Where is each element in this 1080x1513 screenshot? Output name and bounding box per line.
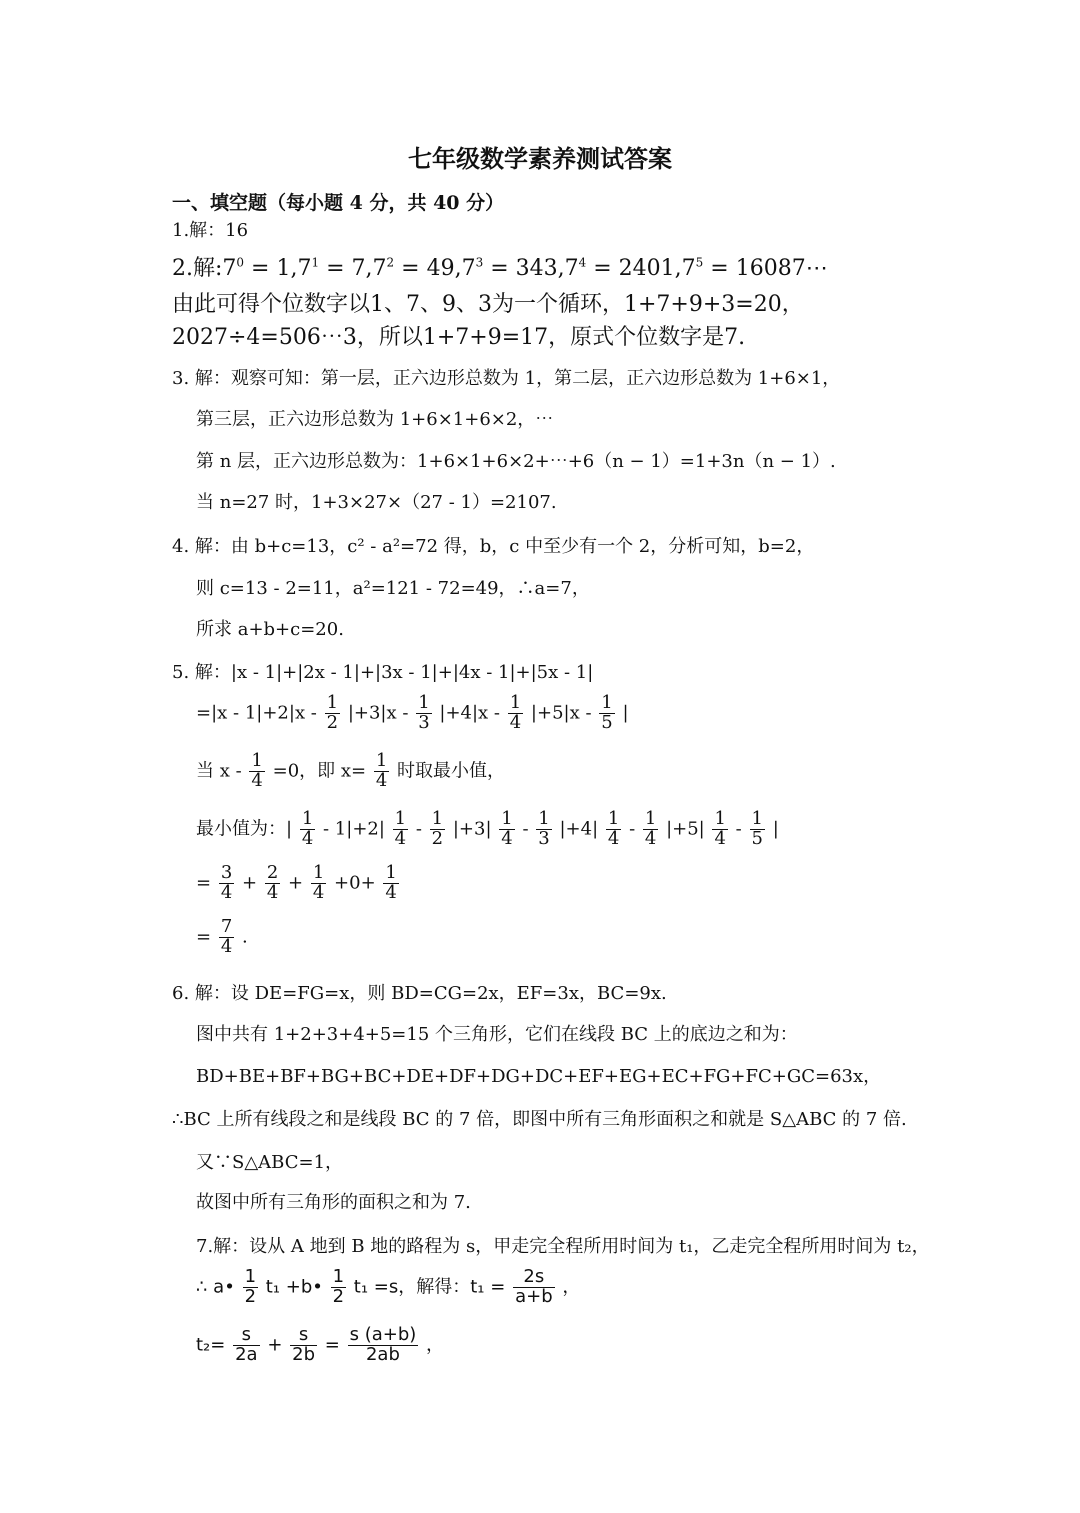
q5-line4-seg: |+5| [666,818,705,840]
q3-line3: 第 n 层，正六边形总数为：1+6×1+6×2+⋯+6（n − 1）=1+3n（n − 1）. [196,451,836,472]
q4-line1: 4. 解：由 b+c=13，c² - a²=72 得，b，c 中至少有一个 2，分析可知，b=2， [172,536,815,557]
fraction: $\frac{1}{4}$ [509,692,522,733]
q2-line1-prefix: 2.解:7 [172,256,237,281]
q2-line1-tail: ⋯ [805,256,828,281]
q3-line2: 第三层，正六边形总数为 1+6×1+6×2，⋯ [196,409,554,430]
q4-line3: 所求 a+b+c=20. [196,619,344,640]
fraction: $\frac{1}{4}$ [394,808,407,849]
q6-line4: ∴BC 上所有线段之和是线段 BC 的 7 倍，即图中所有三角形面积之和就是 S△ABC 的 7 倍. [172,1109,907,1130]
q5-line2-seg2: |+3|x - [347,702,409,724]
q6-line6: 故图中所有三角形的面积之和为 7. [196,1192,471,1213]
q2-line1: 2.解$:7^0 = 1,7^1 = 7,7^2 = 49,7^3 = 343,7^4 = 2401,7^5$ = 16087⋯ [172,255,828,281]
fraction: $\frac{1}{5}$ [601,692,613,733]
q5-line2-seg3: |+4|x - [439,702,500,724]
plus-zero: +0+ [334,872,376,894]
fraction: $\frac{1}{2}$ [431,808,444,849]
fraction: $\frac{1}{4}$ [644,808,657,849]
q5-line4-start: 最小值为：| [196,818,293,840]
fraction: $\frac{1}{4}$ [501,808,513,849]
q7-line2-mid: t₁ +b• [265,1276,323,1298]
q5-line5 [196,864,401,903]
q4-line2: 则 c=13 - 2=11，a²=121 - 72=49，∴a=7， [196,578,590,599]
q7-line1: 7.解：设从 A 地到 B 地的路程为 s，甲走完全程所用时间为 t₁，乙走完全程所用时间为 t₂， [196,1236,930,1257]
q5-line3 [196,752,505,791]
q6-line5: 又∵S△ABC=1， [196,1152,344,1173]
q5-line4-seg: - [415,818,422,840]
q5-line4-seg: |+4| [559,818,599,840]
q5-line2 [196,694,629,733]
q5-line4-seg: - [522,818,529,840]
q5-line2-end: | [622,702,629,724]
fraction: $\frac{1}{4}$ [385,862,397,903]
fraction: $\frac{1}{4}$ [251,750,263,791]
q7-line2-start: ∴ a• [196,1276,235,1298]
q3-line4: 当 n=27 时，1+3×27×（27 - 1）=2107. [196,492,557,513]
equals-sign: = [324,1334,340,1356]
fraction: $\frac{s}{2b}$ [292,1324,316,1365]
fraction: $\frac{1}{4}$ [312,862,325,903]
fraction: $\frac{1}{3}$ [538,808,550,849]
fraction: $\frac{1}{3}$ [418,692,430,733]
q2-line2: 由此可得个位数字以1、7、9、3为一个循环，1+7+9+3=20， [172,292,804,317]
q5-line3-start: 当 x - [196,760,242,782]
q2-line3: 2027÷4=506⋯3，所以1+7+9=17，原式个位数字是7. [172,325,746,350]
fraction: $\frac{2}{4}$ [266,862,279,903]
fraction: $\frac{1}{4}$ [301,808,314,849]
q3-line1: 3. 解：观察可知：第一层，正六边形总数为 1，第二层，正六边形总数为 1+6×1， [172,368,841,389]
fraction: $\frac{s (a+b)}{2ab}$ [349,1324,417,1365]
q6-line2: 图中共有 1+2+3+4+5=15 个三角形，它们在线段 BC 上的底边之和为： [196,1024,798,1045]
q5-line4-end: | [772,818,779,840]
section-heading: 一、填空题（每小题 4 分，共 40 分） [172,192,505,214]
fraction: $\frac{1}{2}$ [244,1266,257,1307]
q5-line2-start: =|x - 1|+2|x - [196,702,317,724]
plus-sign: + [288,872,304,894]
fraction: $\frac{1}{4}$ [714,808,726,849]
q5-line1: 5. 解：|x - 1|+|2x - 1|+|3x - 1|+|4x - 1|+|5x - 1| [172,662,594,683]
fraction: $\frac{1}{2}$ [332,1266,345,1307]
period: . [242,926,248,948]
fraction: $\frac{1}{5}$ [751,808,763,849]
fraction: $\frac{2s}{a+b}$ [515,1266,553,1307]
fraction: $\frac{1}{2}$ [326,692,339,733]
q5-line4 [196,810,779,849]
q7-line2 [196,1268,580,1307]
page-title: 七年级数学素养测试答案 [408,144,672,173]
q5-line4-seg: - [735,818,742,840]
q7-line3 [196,1326,444,1365]
q5-line2-seg4: |+5|x - [530,702,592,724]
q5-line6 [196,918,248,957]
q6-line1: 6. 解：设 DE=FG=x，则 BD=CG=2x，EF=3x，BC=9x. [172,983,667,1004]
q5-line3-end: 时取最小值， [397,760,506,782]
q5-line4-seg: - 1|+2| [323,818,385,840]
q7-line3-start: t₂= [196,1334,226,1356]
plus-sign: + [267,1334,283,1356]
q7-line2-mid: t₁ =s，解得：t₁ = [353,1276,506,1298]
q5-line4-seg: - [629,818,636,840]
fraction: $\frac{s}{2a}$ [235,1324,258,1365]
comma: ， [426,1334,445,1356]
q1-answer: 1.解：16 [172,220,249,241]
q6-line3: BD+BE+BF+BG+BC+DE+DF+DG+DC+EF+EG+EC+FG+FC+GC=63x， [196,1066,882,1087]
fraction: $\frac{7}{4}$ [220,916,233,957]
equals-sign: = [196,872,212,894]
plus-sign: + [242,872,258,894]
q5-line4-seg: |+3| [452,818,492,840]
equals-sign: = [196,926,212,948]
q5-line3-mid: =0，即 x= [272,760,367,782]
fraction: $\frac{3}{4}$ [220,862,233,903]
fraction: $\frac{1}{4}$ [375,750,388,791]
fraction: $\frac{1}{4}$ [607,808,620,849]
comma: ， [562,1276,581,1298]
